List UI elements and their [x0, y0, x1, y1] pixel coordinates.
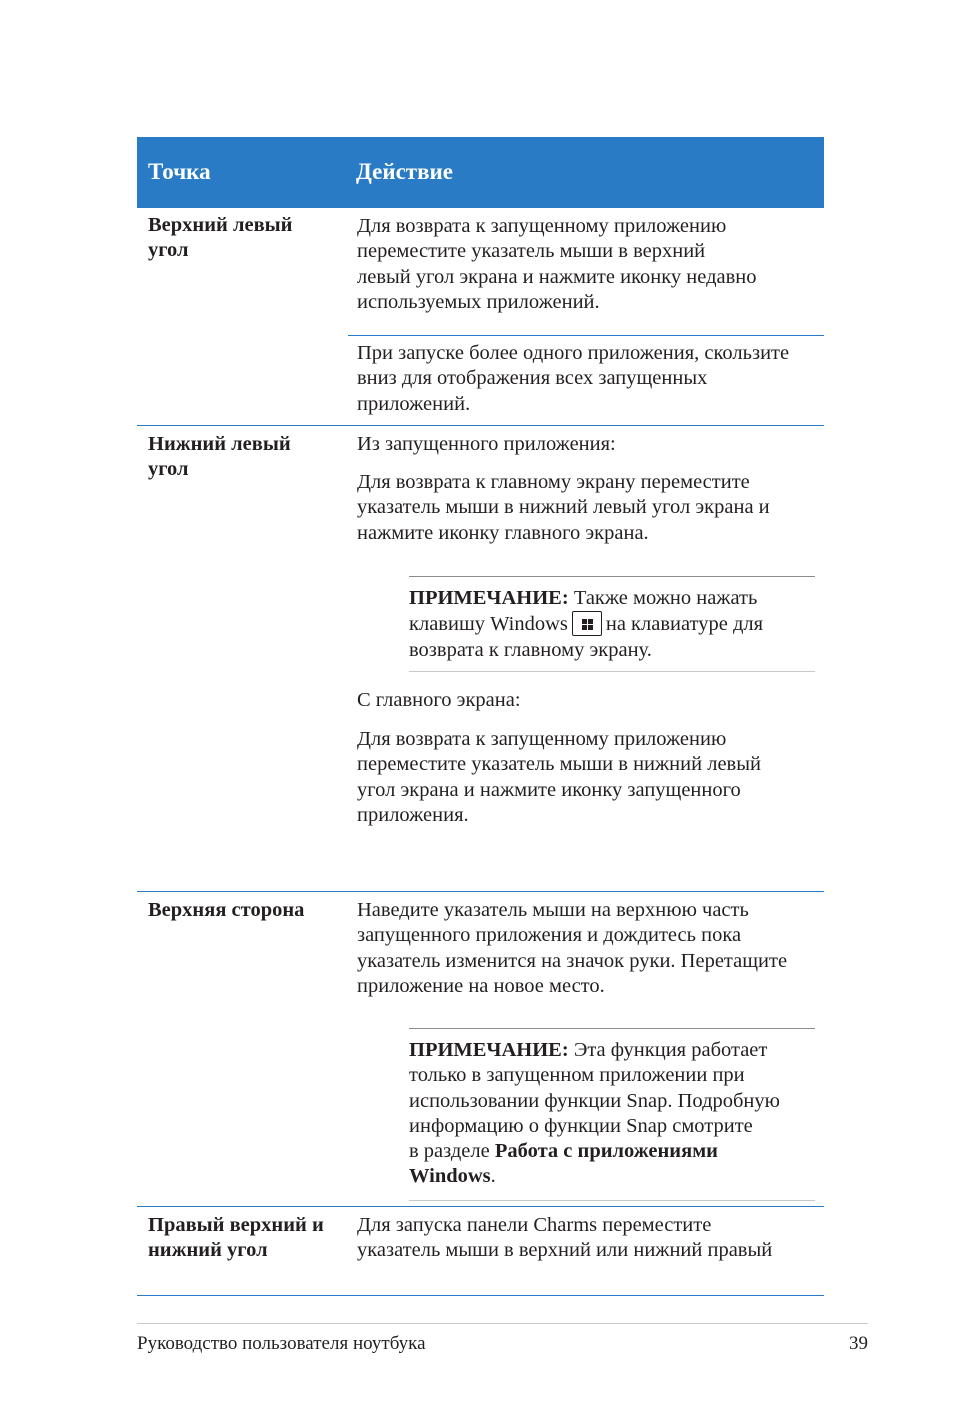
note-windows-key: ПРИМЕЧАНИЕ: Также можно нажать клавишу Windows на клавиатуре для возврата к главному экрану. — [409, 587, 764, 661]
row-bottom-left-intro-2: С главного экрана: — [357, 689, 521, 711]
note-snap: ПРИМЕЧАНИЕ: Эта функция работает только в запущенном приложении при использовании функции Snap. Подробную информацию о функции Snap смотрите в разделе Работа с приложениями Windows. — [409, 1039, 780, 1188]
row-divider — [348, 335, 824, 336]
row-right-corners-point: Правый верхний и нижний угол — [148, 1214, 324, 1262]
row-bottom-left-point: Нижний левый угол — [148, 433, 291, 481]
row-divider — [137, 891, 824, 892]
column-header-action: Действие — [356, 159, 453, 184]
row-bottom-left-action-2: Для возврата к запущенному приложению переместите указатель мыши в нижний левый угол экрана и нажмите иконку запущенного приложения. — [357, 728, 761, 826]
table-header — [137, 137, 824, 208]
row-divider — [137, 425, 824, 426]
note-top-rule — [409, 1028, 815, 1029]
row-top-left-action-1: Для возврата к запущенному приложению переместите указатель мыши в верхний левый угол экрана и нажмите иконку недавно используемых приложений. — [357, 215, 757, 313]
row-top-left-point: Верхний левый угол — [148, 214, 293, 262]
note-bottom-rule — [409, 671, 815, 672]
windows-key-icon — [572, 611, 602, 636]
row-top-left-action-2: При запуске более одного приложения, скользите вниз для отображения всех запущенных приложений. — [357, 342, 790, 415]
table-bottom-rule — [137, 1295, 824, 1296]
footer-rule — [137, 1323, 868, 1324]
row-bottom-left-intro-1: Из запущенного приложения: — [357, 433, 616, 455]
note-top-rule — [409, 576, 815, 577]
note-section-reference: Windows — [409, 1165, 491, 1188]
row-top-side-action: Наведите указатель мыши на верхнюю часть запущенного приложения и дождитесь пока указатель изменится на значок руки. Перетащите приложение на новое место. — [357, 899, 788, 997]
column-header-point: Точка — [148, 159, 211, 184]
note-section-reference: Работа с приложениями — [494, 1140, 718, 1163]
row-bottom-left-action-1: Для возврата к главному экрану переместите указатель мыши в нижний левый угол экрана и нажмите иконку главного экрана. — [357, 471, 770, 544]
note-bottom-rule — [409, 1200, 815, 1201]
row-right-corners-action: Для запуска панели Charms переместите указатель мыши в верхний или нижний правый — [357, 1214, 773, 1262]
row-divider — [137, 1206, 824, 1207]
footer-title: Руководство пользователя ноутбука — [137, 1333, 426, 1354]
page-number: 39 — [849, 1333, 868, 1354]
row-top-side-point: Верхняя сторона — [148, 899, 305, 921]
note-label: ПРИМЕЧАНИЕ: — [409, 587, 569, 609]
note-label: ПРИМЕЧАНИЕ: — [409, 1039, 569, 1061]
